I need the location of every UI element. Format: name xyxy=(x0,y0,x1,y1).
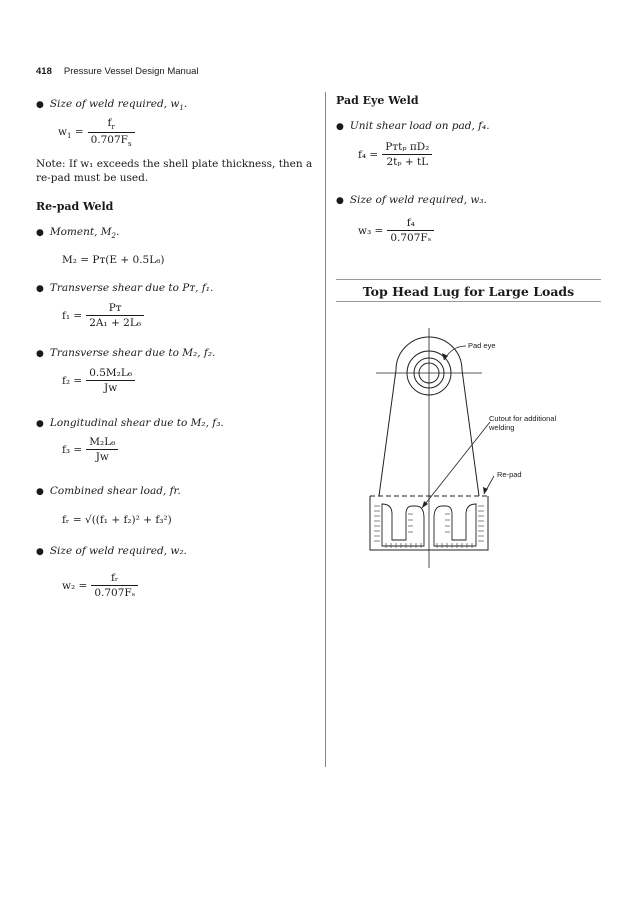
eq-f3: f₃ = $\frac{\text{M₂L₆}}{Jw}$ xyxy=(62,436,118,463)
eq-m2: M₂ = Pᴛ(E + 0.5L₆) xyxy=(62,254,165,266)
heading-repad-weld: Re-pad Weld xyxy=(36,200,114,213)
heading-pad-eye-weld: Pad Eye Weld xyxy=(336,94,419,107)
cutout-left xyxy=(382,504,424,546)
cutout-right xyxy=(434,504,476,546)
label-cutout: Cutout for additional welding xyxy=(489,414,557,432)
leader-pad-eye xyxy=(444,346,466,360)
note-paragraph: Note: If w₁ exceeds the shell plate thickness, then a re-pad must be used. xyxy=(36,158,313,184)
eq-f2: f₂ = $\frac{\text{0.5M₂L₆}}{Jw}$ xyxy=(62,367,135,394)
column-divider xyxy=(325,92,326,767)
lug-right-edge xyxy=(462,370,479,496)
eq-w3: w₃ = $\frac{\text{f₄}}{\text{0.707Fₛ}}$ xyxy=(358,217,434,244)
eq-w2: w₂ = $\frac{\text{fᵣ}}{\text{0.707Fₛ}}$ xyxy=(62,572,138,599)
label-pad-eye: Pad eye xyxy=(468,341,496,350)
figure-title: Top Head Lug for Large Loads xyxy=(362,284,575,299)
left-bullet-weld-size-1: ● Size of weld required, $w_1$. xyxy=(36,98,188,113)
book-title: Pressure Vessel Design Manual xyxy=(63,66,199,77)
eq-f1: f₁ = $\frac{\text{Pᴛ}}{\text{2A₁ + 2L₆}}$ xyxy=(62,302,144,329)
left-bullet-transverse-pt: ● Transverse shear due to Pᴛ, f₁. xyxy=(36,282,214,294)
leader-cutout xyxy=(422,422,490,508)
lug-left-edge xyxy=(379,370,396,496)
right-bullet-weld-size-3: ● Size of weld required, w₃. xyxy=(336,194,487,206)
left-bullet-moment: ● Moment, $M_2$. xyxy=(36,226,120,241)
figure-rule-top xyxy=(336,279,601,280)
figure-rule-bottom xyxy=(336,301,601,302)
label-repad: Re-pad xyxy=(497,470,522,479)
page-header xyxy=(36,66,199,77)
eq-fr: fᵣ = √((f₁ + f₂)² + f₃²) xyxy=(62,514,172,526)
eq-f4: f₄ = $\frac{\text{Pᴛtₚ πD₂}}{\text{2tₚ + tL}}$ xyxy=(358,141,432,168)
left-bullet-longitudinal: ● Longitudinal shear due to M₂, f₃. xyxy=(36,417,224,429)
page-number: 418 xyxy=(36,66,52,77)
left-bullet-transverse-m2: ● Transverse shear due to M₂, f₂. xyxy=(36,347,216,359)
left-bullet-combined: ● Combined shear load, fr. xyxy=(36,485,181,497)
right-bullet-unit-shear: ● Unit shear load on pad, f₄. xyxy=(336,120,490,132)
lug-drawing xyxy=(336,318,601,578)
eq-w1: $w_1$ = $\frac{f_r}{0.707F_s}$ xyxy=(58,117,135,148)
left-bullet-weld-size-2: ● Size of weld required, w₂. xyxy=(36,545,187,557)
